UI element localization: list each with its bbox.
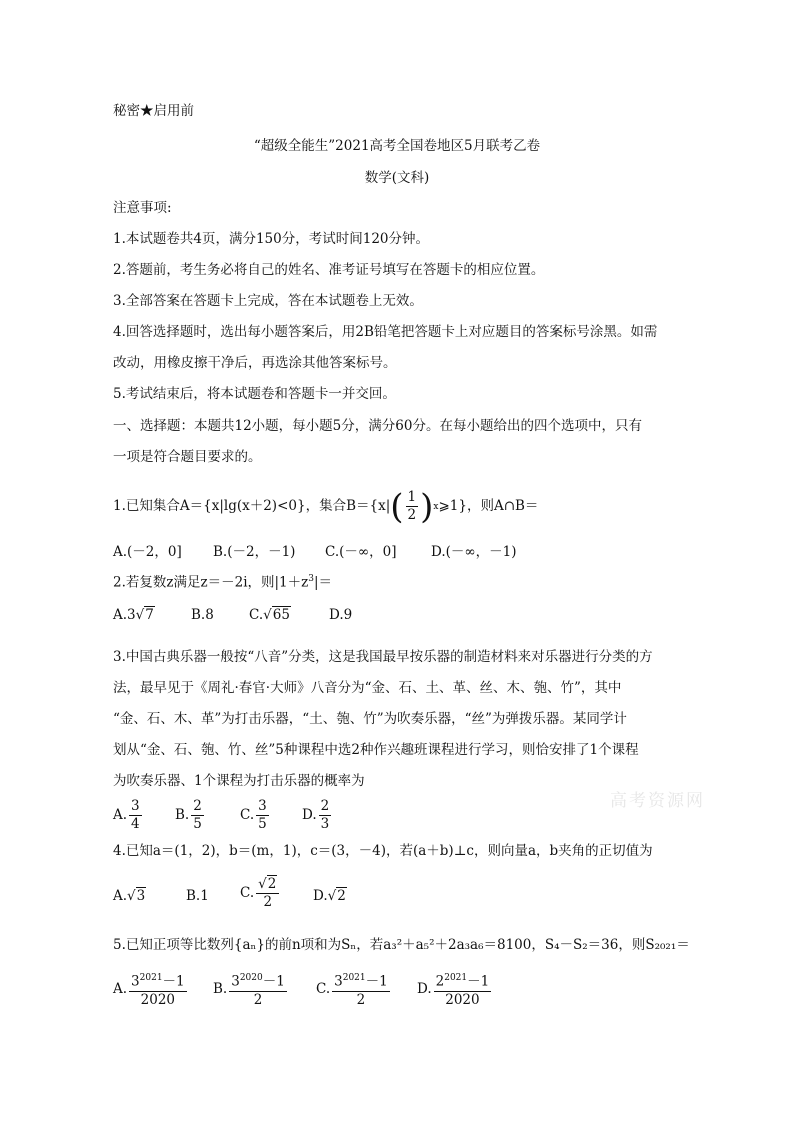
q3-option-c: C. $\frac{3}{5}$ xyxy=(240,798,267,832)
question-4-stem: 4.已知a＝(1，2)，b＝(m，1)，c＝(3，－4)，若(a＋b)⊥c，则向量a，b夹角的正切值为 xyxy=(113,843,653,859)
q1-option-b: B.(－2，－1) xyxy=(213,544,296,560)
q3-option-d: D. $\frac{2}{3}$ xyxy=(302,798,330,832)
q2-option-c: C.√65 xyxy=(249,607,290,623)
q5-option-b: B. $\frac{3^{2020}-1}{2}$ xyxy=(213,970,289,1009)
q5-option-d: D. $\frac{2^{2021}-1}{2020}$ xyxy=(417,970,493,1009)
q1-power: ( $\frac{1}{2}$ ) x xyxy=(390,486,439,527)
notice-item-4-cont: 改动，用橡皮擦干净后，再选涂其他答案标号。 xyxy=(113,355,397,371)
q1-option-c: C.(－∞，0] xyxy=(325,544,397,560)
question-3-line-1: 3.中国古典乐器一般按“八音”分类，这是我国最早按乐器的制造材料来对乐器进行分类的方 xyxy=(113,649,653,665)
question-5-stem: 5.已知正项等比数列{aₙ}的前n项和为Sₙ，若a₃²＋a₅²＋2a₃a₆＝8100，S₄－S₂＝36，则S₂₀₂₁＝ xyxy=(113,937,690,953)
exam-subject: 数学(文科) xyxy=(364,170,430,186)
exam-title: “超级全能生”2021高考全国卷地区5月联考乙卷 xyxy=(253,138,541,154)
question-2-stem: 2.若复数z满足z＝－2i，则$|1+z^3|=$ xyxy=(113,574,333,591)
question-3-line-4: 划从“金、石、匏、竹、丝”5种课程中选2种作兴趣班课程进行学习，则恰安排了1个课程 xyxy=(113,742,639,758)
watermark: 高考资源网 xyxy=(610,791,705,811)
secret-label: 秘密★启用前 xyxy=(113,103,194,119)
q4-option-d: D.√2 xyxy=(313,888,346,904)
q2-option-d: D.9 xyxy=(329,607,353,623)
q3-option-a: A. $\frac{3}{4}$ xyxy=(113,798,140,832)
notice-item-1: 1.本试题卷共4页，满分150分，考试时间120分钟。 xyxy=(113,231,430,247)
notice-item-2: 2.答题前，考生务必将自己的姓名、准考证号填写在答题卡的相应位置。 xyxy=(113,262,545,278)
q4-option-b: B.1 xyxy=(186,888,209,904)
q1-option-a: A.(－2，0] xyxy=(113,544,182,560)
notice-item-3: 3.全部答案在答题卡上完成，答在本试题卷上无效。 xyxy=(113,293,423,309)
section-heading-cont: 一项是符合题目要求的。 xyxy=(113,449,262,465)
q2-option-b: B.8 xyxy=(191,607,214,623)
question-3-line-2: 法，最早见于《周礼·春官·大师》八音分为“金、石、土、革、丝、木、匏、竹”，其中 xyxy=(113,680,622,696)
q4-option-a: A.√3 xyxy=(113,888,146,904)
question-3-line-3: “金、石、木、革”为打击乐器，“土、匏、竹”为吹奏乐器，“丝”为弹拨乐器。某同学计 xyxy=(113,711,627,727)
q5-option-c: C. $\frac{3^{2021}-1}{2}$ xyxy=(316,970,392,1009)
notice-item-5: 5.考试结束后，将本试题卷和答题卡一并交回。 xyxy=(113,386,396,402)
q4-option-c: C. $\frac{√2}{2}$ xyxy=(240,876,281,911)
q3-option-b: B. $\frac{2}{5}$ xyxy=(175,798,202,832)
question-1-stem: 1.已知集合A＝{x|lg(x＋2)<0}，集合B＝{x| ( $\frac{1}{2}$ ) x ⩾1}，则A∩B＝ xyxy=(113,486,539,527)
section-heading: 一、选择题：本题共12小题，每小题5分，满分60分。在每小题给出的四个选项中，只有 xyxy=(113,418,642,434)
notice-heading: 注意事项: xyxy=(113,200,172,216)
q5-option-a: A. $\frac{3^{2021}-1}{2020}$ xyxy=(113,970,189,1009)
notice-item-4: 4.回答选择题时，选出每小题答案后，用2B铅笔把答题卡上对应题目的答案标号涂黑。如需 xyxy=(113,324,658,340)
question-3-line-5: 为吹奏乐器、1个课程为打击乐器的概率为 xyxy=(113,773,365,789)
q2-option-a: A.3√7 xyxy=(113,607,154,623)
q1-option-d: D.(－∞，－1) xyxy=(431,544,517,560)
